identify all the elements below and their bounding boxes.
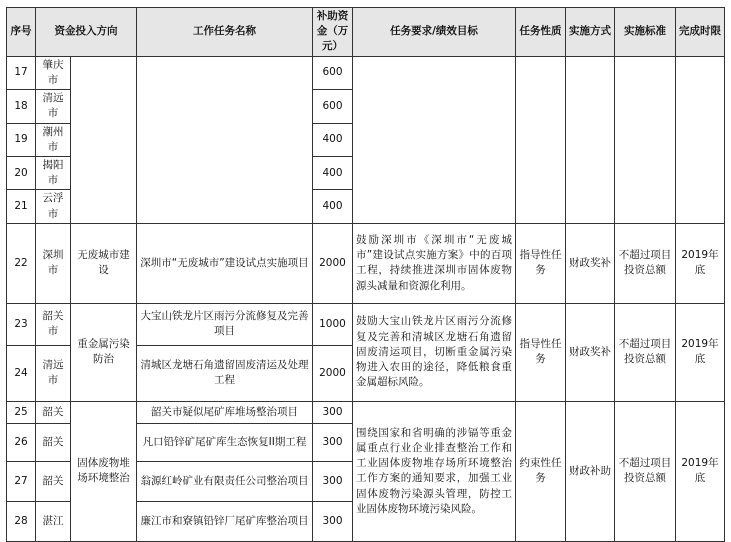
row-city: 揭阳市 <box>36 156 71 189</box>
group-metal-nature: 指导性任务 <box>516 303 566 401</box>
row-standard: 不超过项目投资总额 <box>615 223 676 303</box>
row-deadline: 2019年底 <box>676 223 725 303</box>
group-solid-standard: 不超过项目投资总额 <box>615 401 676 541</box>
table-row <box>7 223 725 303</box>
row-city: 湛江 <box>36 501 71 541</box>
row-task: 清城区龙塘石角遗留固废清运及处理工程 <box>137 345 313 401</box>
row-funds: 1000 <box>313 303 353 345</box>
header-nature: 任务性质 <box>516 8 566 57</box>
row-task: 深圳市“无废城市”建设试点实施项目 <box>137 223 313 303</box>
deadline-empty <box>676 56 725 223</box>
header-method: 实施方式 <box>566 8 615 57</box>
row-no: 21 <box>7 190 36 223</box>
row-no: 28 <box>7 501 36 541</box>
row-city: 韶关市 <box>36 303 71 345</box>
row-funds: 2000 <box>313 345 353 401</box>
row-no: 20 <box>7 156 36 189</box>
funding-table <box>6 7 725 542</box>
row-city: 清远市 <box>36 345 71 401</box>
table-row <box>7 401 725 423</box>
table-row <box>7 303 725 345</box>
row-task: 韶关市疑似尾矿库堆场整治项目 <box>137 401 313 423</box>
row-city: 韶关 <box>36 401 71 423</box>
row-no: 26 <box>7 423 36 461</box>
row-no: 18 <box>7 90 36 123</box>
row-goal: 鼓励深圳市《深圳市“无废城市”建设试点实施方案》中的百项工程，持续推进深圳市固体废物源头减量和资源化利用。 <box>353 223 516 303</box>
group-metal-standard: 不超过项目投资总额 <box>615 303 676 401</box>
standard-empty <box>615 56 676 223</box>
row-no: 24 <box>7 345 36 401</box>
row-funds: 300 <box>313 423 353 461</box>
row-direction: 无废城市建设 <box>71 223 137 303</box>
row-city: 潮州市 <box>36 123 71 156</box>
group-metal-direction: 重金属污染防治 <box>71 303 137 401</box>
header-funds: 补助资金（万元） <box>313 8 353 57</box>
row-task: 凡口铅锌矿尾矿库生态恢复II期工程 <box>137 423 313 461</box>
method-empty <box>566 56 615 223</box>
row-city: 深圳市 <box>36 223 71 303</box>
group-solid-nature: 约束性任务 <box>516 401 566 541</box>
group-metal-deadline: 2019年底 <box>676 303 725 401</box>
row-no: 23 <box>7 303 36 345</box>
group-metal-goal: 鼓励大宝山铁龙片区雨污分流修复及完善和清城区龙塘石角遗留固废清运项目，切断重金属污染物进入农田的途径，降低粮食重金属超标风险。 <box>353 303 516 401</box>
row-no: 17 <box>7 56 36 89</box>
row-funds: 300 <box>313 461 353 501</box>
header-row <box>7 8 725 57</box>
header-standard: 实施标准 <box>615 8 676 57</box>
row-no: 27 <box>7 461 36 501</box>
row-funds: 600 <box>313 90 353 123</box>
task-empty <box>137 56 313 223</box>
row-nature: 指导性任务 <box>516 223 566 303</box>
group-solid-deadline: 2019年底 <box>676 401 725 541</box>
header-goal: 任务要求/绩效目标 <box>353 8 516 57</box>
row-no: 25 <box>7 401 36 423</box>
row-funds: 600 <box>313 56 353 89</box>
row-city: 云浮市 <box>36 190 71 223</box>
nature-empty <box>516 56 566 223</box>
table-row <box>7 56 725 89</box>
group-metal-method: 财政奖补 <box>566 303 615 401</box>
row-funds: 2000 <box>313 223 353 303</box>
row-funds: 400 <box>313 156 353 189</box>
row-city: 韶关 <box>36 461 71 501</box>
row-task: 廉江市和寮镇铅锌厂尾矿库整治项目 <box>137 501 313 541</box>
header-direction: 资金投入方向 <box>36 8 137 57</box>
row-task: 大宝山铁龙片区雨污分流修复及完善项目 <box>137 303 313 345</box>
row-city: 韶关 <box>36 423 71 461</box>
row-funds: 400 <box>313 190 353 223</box>
row-no: 19 <box>7 123 36 156</box>
row-city: 肇庆市 <box>36 56 71 89</box>
group-solid-goal: 围绕国家和省明确的涉镉等重金属重点行业企业排查整治工作和工业固体废物堆存场所环境整治工作方案的通知要求，加强工业固体废物污染源头管理，防控工业固体废物环境污染风险。 <box>353 401 516 541</box>
row-funds: 300 <box>313 501 353 541</box>
goal-empty <box>353 56 516 223</box>
row-no: 22 <box>7 223 36 303</box>
row-funds: 300 <box>313 401 353 423</box>
header-no: 序号 <box>7 8 36 57</box>
group-solid-method: 财政补助 <box>566 401 615 541</box>
row-city: 清远市 <box>36 90 71 123</box>
header-deadline: 完成时限 <box>676 8 725 57</box>
direction-empty <box>71 56 137 223</box>
row-funds: 400 <box>313 123 353 156</box>
row-method: 财政奖补 <box>566 223 615 303</box>
header-task-name: 工作任务名称 <box>137 8 313 57</box>
row-task: 翁源红岭矿业有限责任公司整治项目 <box>137 461 313 501</box>
group-solid-direction: 固体废物堆场环境整治 <box>71 401 137 541</box>
